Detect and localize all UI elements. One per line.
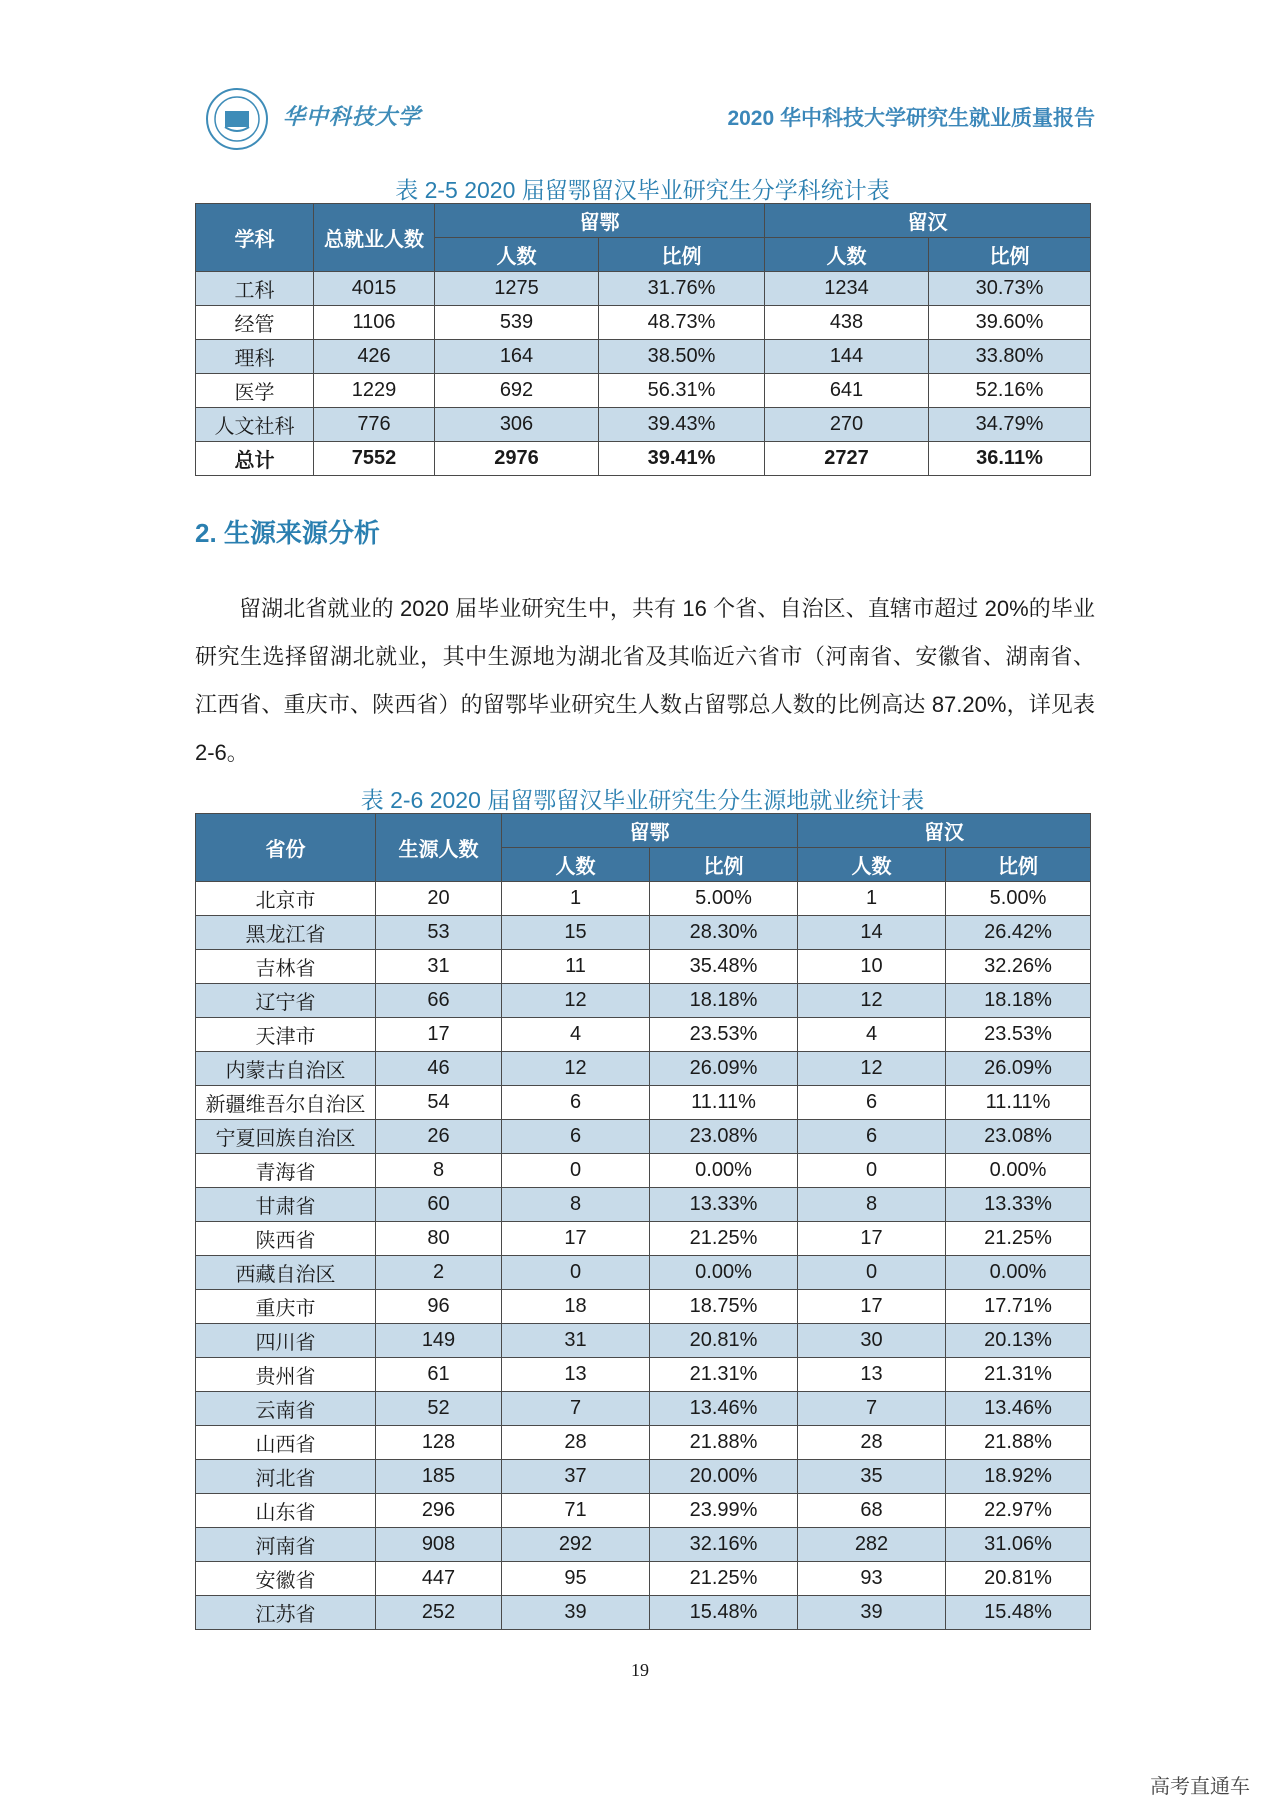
table-row <box>196 1358 1091 1392</box>
report-title: 2020 华中科技大学研究生就业质量报告 <box>727 107 1095 130</box>
table-cell: 61 <box>376 1358 502 1392</box>
table-cell: 6 <box>798 1086 946 1120</box>
table-cell: 32.26% <box>946 950 1091 984</box>
table-row <box>196 1324 1091 1358</box>
table-cell: 6 <box>502 1120 650 1154</box>
table-row <box>196 1086 1091 1120</box>
table-cell: 4 <box>798 1018 946 1052</box>
table-cell: 0.00% <box>650 1256 798 1290</box>
table-cell: 5.00% <box>946 882 1091 916</box>
table-cell: 2727 <box>765 442 929 476</box>
table-cell: 18.18% <box>650 984 798 1018</box>
table-cell: 35.48% <box>650 950 798 984</box>
table-cell: 吉林省 <box>196 950 376 984</box>
table-cell: 12 <box>798 984 946 1018</box>
university-name: 华中科技大学 <box>283 104 422 130</box>
header-origin-count: 生源人数 <box>376 814 502 882</box>
table-row <box>196 306 1091 340</box>
table-cell: 0 <box>502 1256 650 1290</box>
header-province: 省份 <box>196 814 376 882</box>
header-ratio: 比例 <box>929 238 1091 272</box>
table-cell: 医学 <box>196 374 314 408</box>
table-cell: 天津市 <box>196 1018 376 1052</box>
table-cell: 776 <box>314 408 435 442</box>
table-row <box>196 1154 1091 1188</box>
table-cell: 17 <box>798 1290 946 1324</box>
table-cell: 6 <box>798 1120 946 1154</box>
table-cell: 20.13% <box>946 1324 1091 1358</box>
table-cell: 17 <box>502 1222 650 1256</box>
table-row <box>196 374 1091 408</box>
table-cell: 296 <box>376 1494 502 1528</box>
table-cell: 18.18% <box>946 984 1091 1018</box>
table-row <box>196 1018 1091 1052</box>
table-cell: 15.48% <box>946 1596 1091 1630</box>
table-cell: 252 <box>376 1596 502 1630</box>
table-row <box>196 1460 1091 1494</box>
table-cell: 1 <box>798 882 946 916</box>
table-cell: 北京市 <box>196 882 376 916</box>
table-row <box>196 1596 1091 1630</box>
table-cell: 30 <box>798 1324 946 1358</box>
table-cell: 68 <box>798 1494 946 1528</box>
table-cell: 17 <box>798 1222 946 1256</box>
table-cell: 31.06% <box>946 1528 1091 1562</box>
table-cell: 1106 <box>314 306 435 340</box>
table-cell: 46 <box>376 1052 502 1086</box>
table-cell: 56.31% <box>599 374 765 408</box>
table-cell: 692 <box>435 374 599 408</box>
table-cell: 66 <box>376 984 502 1018</box>
table-cell: 34.79% <box>929 408 1091 442</box>
table-cell: 8 <box>798 1188 946 1222</box>
table-cell: 7552 <box>314 442 435 476</box>
table-cell: 新疆维吾尔自治区 <box>196 1086 376 1120</box>
table-cell: 306 <box>435 408 599 442</box>
table-cell: 云南省 <box>196 1392 376 1426</box>
table-cell: 4 <box>502 1018 650 1052</box>
table-cell: 23.53% <box>650 1018 798 1052</box>
table-cell: 1 <box>502 882 650 916</box>
university-seal-logo <box>205 87 269 151</box>
table-cell: 宁夏回族自治区 <box>196 1120 376 1154</box>
table-cell: 2 <box>376 1256 502 1290</box>
table-cell: 21.31% <box>650 1358 798 1392</box>
table-cell: 31 <box>502 1324 650 1358</box>
table-cell: 13.46% <box>650 1392 798 1426</box>
table-cell: 18.75% <box>650 1290 798 1324</box>
header-count: 人数 <box>502 848 650 882</box>
table-cell: 23.99% <box>650 1494 798 1528</box>
table-cell: 1275 <box>435 272 599 306</box>
section-heading: 2. 生源来源分析 <box>195 518 380 548</box>
table-cell: 经管 <box>196 306 314 340</box>
table-cell: 7 <box>502 1392 650 1426</box>
table-cell: 292 <box>502 1528 650 1562</box>
table-cell: 185 <box>376 1460 502 1494</box>
table-cell: 28 <box>502 1426 650 1460</box>
table-cell: 11.11% <box>650 1086 798 1120</box>
header-stay-hubei: 留鄂 <box>502 814 798 848</box>
header-count: 人数 <box>765 238 929 272</box>
table-cell: 14 <box>798 916 946 950</box>
table-cell: 理科 <box>196 340 314 374</box>
table-cell: 6 <box>502 1086 650 1120</box>
table-row <box>196 1562 1091 1596</box>
table-cell: 21.25% <box>650 1562 798 1596</box>
table-cell: 36.11% <box>929 442 1091 476</box>
table-cell: 安徽省 <box>196 1562 376 1596</box>
header-count: 人数 <box>435 238 599 272</box>
table-cell: 17 <box>376 1018 502 1052</box>
table-cell: 149 <box>376 1324 502 1358</box>
table-row <box>196 950 1091 984</box>
table-cell: 13.33% <box>650 1188 798 1222</box>
table-row <box>196 882 1091 916</box>
table-row <box>196 1120 1091 1154</box>
table-cell: 15 <box>502 916 650 950</box>
table-cell: 22.97% <box>946 1494 1091 1528</box>
header-stay-wuhan: 留汉 <box>765 204 1091 238</box>
header-count: 人数 <box>798 848 946 882</box>
table-cell: 13.33% <box>946 1188 1091 1222</box>
table-cell: 13 <box>798 1358 946 1392</box>
header-stay-wuhan: 留汉 <box>798 814 1091 848</box>
table-cell: 96 <box>376 1290 502 1324</box>
table-row <box>196 408 1091 442</box>
table-cell: 641 <box>765 374 929 408</box>
table-cell: 539 <box>435 306 599 340</box>
table-cell: 5.00% <box>650 882 798 916</box>
table-cell: 总计 <box>196 442 314 476</box>
table-cell: 54 <box>376 1086 502 1120</box>
total-row <box>196 442 1091 476</box>
page-number: 19 <box>631 1660 649 1680</box>
table-cell: 13.46% <box>946 1392 1091 1426</box>
table-cell: 8 <box>376 1154 502 1188</box>
table-cell: 95 <box>502 1562 650 1596</box>
table-cell: 35 <box>798 1460 946 1494</box>
header-ratio: 比例 <box>946 848 1091 882</box>
table-cell: 陕西省 <box>196 1222 376 1256</box>
table-cell: 青海省 <box>196 1154 376 1188</box>
table-cell: 52.16% <box>929 374 1091 408</box>
table-cell: 23.53% <box>946 1018 1091 1052</box>
table-cell: 39.41% <box>599 442 765 476</box>
watermark-text: 高考直通车 <box>1150 1776 1250 1798</box>
table-cell: 0 <box>798 1154 946 1188</box>
table-cell: 39 <box>502 1596 650 1630</box>
table-cell: 20 <box>376 882 502 916</box>
table-cell: 11 <box>502 950 650 984</box>
table-cell: 0 <box>798 1256 946 1290</box>
table-cell: 黑龙江省 <box>196 916 376 950</box>
table-cell: 河南省 <box>196 1528 376 1562</box>
page-header <box>205 82 1095 152</box>
table-cell: 908 <box>376 1528 502 1562</box>
discipline-stats-table <box>195 203 1091 476</box>
table-cell: 17.71% <box>946 1290 1091 1324</box>
table-cell: 30.73% <box>929 272 1091 306</box>
table-row <box>196 1256 1091 1290</box>
table-cell: 38.50% <box>599 340 765 374</box>
table-cell: 21.88% <box>946 1426 1091 1460</box>
table-cell: 江苏省 <box>196 1596 376 1630</box>
table-cell: 270 <box>765 408 929 442</box>
table-cell: 164 <box>435 340 599 374</box>
table-cell: 内蒙古自治区 <box>196 1052 376 1086</box>
table-cell: 33.80% <box>929 340 1091 374</box>
table2-caption: 表 2-6 2020 届留鄂留汉毕业研究生分生源地就业统计表 <box>360 787 925 813</box>
table-cell: 12 <box>798 1052 946 1086</box>
table-cell: 26.09% <box>650 1052 798 1086</box>
table-row <box>196 1528 1091 1562</box>
table-cell: 39.60% <box>929 306 1091 340</box>
table-cell: 山东省 <box>196 1494 376 1528</box>
table-cell: 工科 <box>196 272 314 306</box>
table-row <box>196 272 1091 306</box>
table-cell: 20.81% <box>946 1562 1091 1596</box>
table-cell: 山西省 <box>196 1426 376 1460</box>
table-cell: 20.81% <box>650 1324 798 1358</box>
table-cell: 28 <box>798 1426 946 1460</box>
table-row <box>196 1222 1091 1256</box>
table-row <box>196 1052 1091 1086</box>
table-cell: 4015 <box>314 272 435 306</box>
table-cell: 辽宁省 <box>196 984 376 1018</box>
table-cell: 80 <box>376 1222 502 1256</box>
header-ratio: 比例 <box>599 238 765 272</box>
table-cell: 18 <box>502 1290 650 1324</box>
table-cell: 2976 <box>435 442 599 476</box>
table-cell: 重庆市 <box>196 1290 376 1324</box>
table1-caption: 表 2-5 2020 届留鄂留汉毕业研究生分学科统计表 <box>395 177 890 203</box>
body-paragraph <box>195 585 1095 777</box>
table-cell: 0.00% <box>946 1256 1091 1290</box>
table-cell: 60 <box>376 1188 502 1222</box>
table-cell: 28.30% <box>650 916 798 950</box>
table-cell: 31 <box>376 950 502 984</box>
table-cell: 甘肃省 <box>196 1188 376 1222</box>
table-cell: 0.00% <box>650 1154 798 1188</box>
table-cell: 23.08% <box>650 1120 798 1154</box>
table-cell: 7 <box>798 1392 946 1426</box>
header-stay-hubei: 留鄂 <box>435 204 765 238</box>
table-cell: 1234 <box>765 272 929 306</box>
table-cell: 13 <box>502 1358 650 1392</box>
table-row <box>196 984 1091 1018</box>
table-cell: 31.76% <box>599 272 765 306</box>
table-cell: 18.92% <box>946 1460 1091 1494</box>
table-row <box>196 916 1091 950</box>
table-cell: 11.11% <box>946 1086 1091 1120</box>
table-cell: 53 <box>376 916 502 950</box>
table-row <box>196 1494 1091 1528</box>
table-cell: 48.73% <box>599 306 765 340</box>
table-row <box>196 1426 1091 1460</box>
header-ratio: 比例 <box>650 848 798 882</box>
table-cell: 447 <box>376 1562 502 1596</box>
table-cell: 1229 <box>314 374 435 408</box>
table-cell: 12 <box>502 984 650 1018</box>
table-cell: 15.48% <box>650 1596 798 1630</box>
table-row <box>196 340 1091 374</box>
table-cell: 人文社科 <box>196 408 314 442</box>
table-cell: 21.88% <box>650 1426 798 1460</box>
table-cell: 282 <box>798 1528 946 1562</box>
province-stats-table <box>195 813 1091 1630</box>
table-row <box>196 1290 1091 1324</box>
header-total-employed: 总就业人数 <box>314 204 435 272</box>
table-cell: 26.42% <box>946 916 1091 950</box>
table-cell: 426 <box>314 340 435 374</box>
table-cell: 贵州省 <box>196 1358 376 1392</box>
table-cell: 37 <box>502 1460 650 1494</box>
table-row <box>196 1392 1091 1426</box>
table-cell: 128 <box>376 1426 502 1460</box>
table-cell: 四川省 <box>196 1324 376 1358</box>
table-cell: 26.09% <box>946 1052 1091 1086</box>
table-cell: 西藏自治区 <box>196 1256 376 1290</box>
table-cell: 21.25% <box>946 1222 1091 1256</box>
table-cell: 93 <box>798 1562 946 1596</box>
paragraph-text: 留湖北省就业的 2020 届毕业研究生中，共有 16 个省、自治区、直辖市超过 20%的毕业研究生选择留湖北就业，其中生源地为湖北省及其临近六省市（河南省、安徽省、湖南省、江西省、重庆市、陕西省）的留鄂毕业研究生人数占留鄂总人数的比例高达 87.20%，详见表 2-6。 <box>195 596 1095 765</box>
table-cell: 32.16% <box>650 1528 798 1562</box>
table-cell: 52 <box>376 1392 502 1426</box>
table-row <box>196 1188 1091 1222</box>
table-cell: 河北省 <box>196 1460 376 1494</box>
table-cell: 8 <box>502 1188 650 1222</box>
table-cell: 144 <box>765 340 929 374</box>
table-cell: 12 <box>502 1052 650 1086</box>
table-cell: 10 <box>798 950 946 984</box>
table-cell: 0 <box>502 1154 650 1188</box>
table-cell: 0.00% <box>946 1154 1091 1188</box>
header-discipline: 学科 <box>196 204 314 272</box>
table-cell: 438 <box>765 306 929 340</box>
table-cell: 71 <box>502 1494 650 1528</box>
table-cell: 26 <box>376 1120 502 1154</box>
table-cell: 23.08% <box>946 1120 1091 1154</box>
table-cell: 39.43% <box>599 408 765 442</box>
table-cell: 21.31% <box>946 1358 1091 1392</box>
table-cell: 21.25% <box>650 1222 798 1256</box>
table-cell: 39 <box>798 1596 946 1630</box>
table-cell: 20.00% <box>650 1460 798 1494</box>
